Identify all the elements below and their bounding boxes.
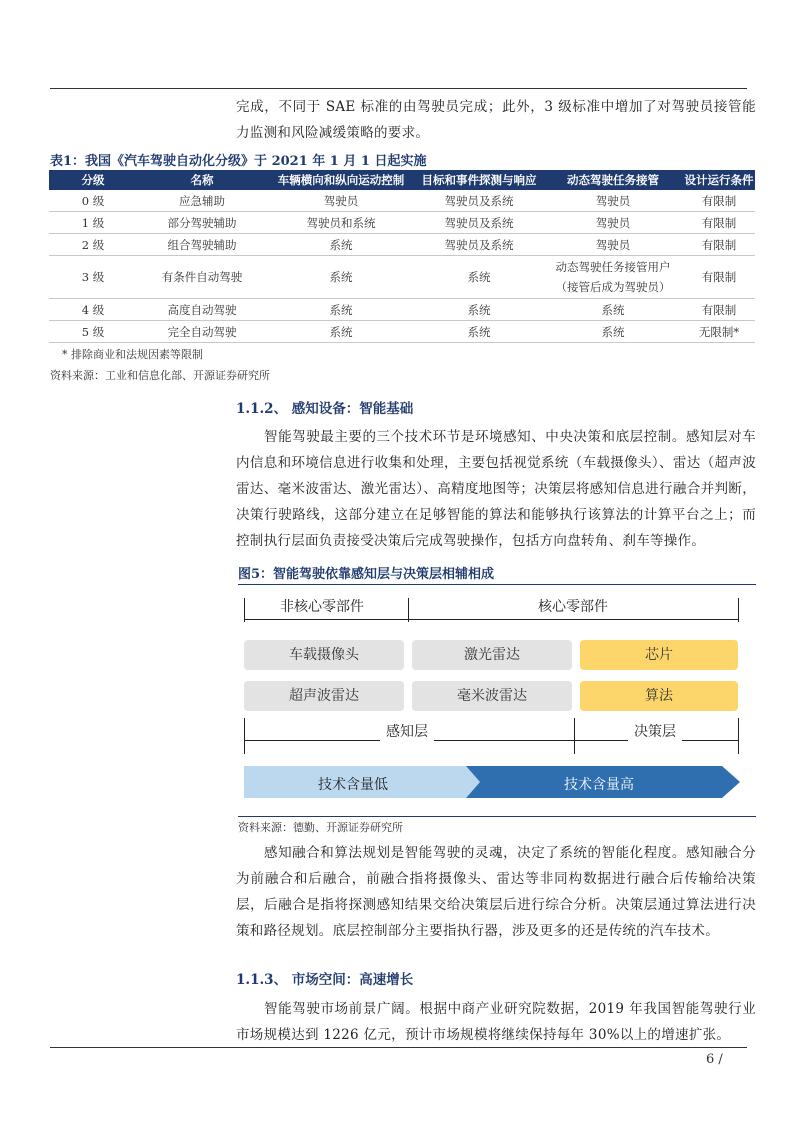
table-row	[49, 212, 755, 234]
cell: 驾驶员	[267, 190, 415, 212]
cell: 驾驶员	[543, 212, 683, 234]
grading-table	[49, 170, 755, 343]
cell: 系统	[415, 321, 543, 343]
table-footnote: * 排除商业和法规因素等限制	[62, 348, 203, 361]
table-row	[49, 190, 755, 212]
algorithm-box: 算法	[580, 681, 738, 711]
cell: 完全自动驾驶	[137, 321, 267, 343]
lidar-box: 激光雷达	[412, 640, 572, 670]
footer-rule	[50, 1047, 747, 1048]
header-rule	[50, 88, 747, 89]
cell: 系统	[543, 321, 683, 343]
cell: 驾驶员及系统	[415, 190, 543, 212]
chip-box: 芯片	[580, 640, 738, 670]
bracket-line	[244, 619, 738, 620]
col-header: 分级	[49, 170, 137, 190]
table-row	[49, 256, 755, 299]
cell: 应急辅助	[137, 190, 267, 212]
col-header: 车辆横向和纵向运动控制	[267, 170, 415, 190]
cell: 0 级	[49, 190, 137, 212]
figure-diagram	[238, 590, 748, 800]
arrow-high-label: 技术含量高	[564, 777, 634, 793]
cell: 有限制	[683, 256, 755, 299]
cell: 高度自动驾驶	[137, 299, 267, 321]
bracket-tick	[574, 718, 575, 754]
cell: 有限制	[683, 234, 755, 256]
table-header-row	[49, 170, 755, 190]
cell: 系统	[267, 299, 415, 321]
decision-layer-label: 决策层	[628, 721, 682, 741]
cell: 驾驶员及系统	[415, 212, 543, 234]
table-row	[49, 234, 755, 256]
col-header: 名称	[137, 170, 267, 190]
table-row	[49, 321, 755, 343]
cell: 5 级	[49, 321, 137, 343]
section-112-paragraph	[236, 424, 756, 554]
section-heading-113: 1.1.3、 市场空间：高速增长	[236, 972, 414, 988]
perception-layer-label: 感知层	[380, 721, 434, 741]
table-caption: 表1：我国《汽车驾驶自动化分级》于 2021 年 1 月 1 日起实施	[50, 154, 427, 169]
cell: 动态驾驶任务接管用户 （接管后成为驾驶员）	[543, 256, 683, 299]
cell: 组合驾驶辅助	[137, 234, 267, 256]
col-header: 动态驾驶任务接管	[543, 170, 683, 190]
figure-source: 资料来源：德勤、开源证券研究所	[238, 816, 756, 835]
table-source: 资料来源：工业和信息化部、开源证券研究所	[50, 369, 270, 382]
section-heading-112: 1.1.2、 感知设备：智能基础	[236, 401, 414, 417]
cell: 1 级	[49, 212, 137, 234]
ultrasonic-box: 超声波雷达	[244, 681, 404, 711]
cell: 无限制*	[683, 321, 755, 343]
page-number: 6 /	[706, 1052, 723, 1067]
cell: 4 级	[49, 299, 137, 321]
cell: 系统	[267, 321, 415, 343]
cell: 驾驶员	[543, 190, 683, 212]
col-header: 目标和事件探测与响应	[415, 170, 543, 190]
cell: 2 级	[49, 234, 137, 256]
cell: 系统	[415, 256, 543, 299]
cell: 系统	[267, 234, 415, 256]
cell: 系统	[543, 299, 683, 321]
fusion-text: 感知融合和算法规划是智能驾驶的灵魂，决定了系统的智能化程度。感知融合分为前融合和后融合，前融合指将摄像头、雷达等非同构数据进行融合后传输给决策层，后融合是指将探测感知结果交给决策层后进行综合分析。决策层通过算法进行决策和路径规划。底层控制部分主要指执行器，涉及更多的还是传统的汽车技术。	[236, 845, 756, 939]
cell: 驾驶员	[543, 234, 683, 256]
non-core-label: 非核心零部件	[274, 596, 370, 616]
section-113-text: 智能驾驶市场前景广阔。根据中商产业研究院数据，2019 年我国智能驾驶行业市场规模达到 1226 亿元，预计市场规模将继续保持每年 30%以上的增速扩张。	[236, 1001, 756, 1043]
arrow-low-label: 技术含量低	[318, 777, 388, 793]
cell: 有限制	[683, 212, 755, 234]
camera-box: 车载摄像头	[244, 640, 404, 670]
cell: 有限制	[683, 190, 755, 212]
cell: 驾驶员和系统	[267, 212, 415, 234]
intro-text: 完成，不同于 SAE 标准的由驾驶员完成；此外，3 级标准中增加了对驾驶员接管能力监测和风险减缓策略的要求。	[236, 99, 756, 141]
fusion-paragraph	[236, 840, 756, 944]
cell: 有限制	[683, 299, 755, 321]
cell: 有条件自动驾驶	[137, 256, 267, 299]
bracket-tick	[738, 598, 739, 622]
cell: 部分驾驶辅助	[137, 212, 267, 234]
core-label: 核心零部件	[532, 596, 614, 616]
section-112-text: 智能驾驶最主要的三个技术环节是环境感知、中央决策和底层控制。感知层对车内信息和环境信息进行收集和处理，主要包括视觉系统（车载摄像头）、雷达（超声波雷达、毫米波雷达、激光雷达）、高精度地图等；决策层将感知信息进行融合并判断，决策行驶路线，这部分建立在足够智能的算法和能够执行该算法的计算平台之上；而控制执行层面负责接受决策后完成驾驶操作，包括方向盘转角、刹车等操作。	[236, 429, 756, 549]
table-row	[49, 299, 755, 321]
tech-level-arrow	[238, 764, 748, 800]
intro-paragraph	[236, 94, 756, 146]
section-113-paragraph	[236, 996, 756, 1048]
bracket-tick	[738, 718, 739, 754]
cell: 驾驶员及系统	[415, 234, 543, 256]
mmwave-box: 毫米波雷达	[412, 681, 572, 711]
cell: 系统	[415, 299, 543, 321]
figure-caption: 图5：智能驾驶依靠感知层与决策层相辅相成	[238, 563, 756, 585]
cell: 系统	[267, 256, 415, 299]
bracket-tick	[244, 718, 245, 754]
cell: 3 级	[49, 256, 137, 299]
col-header: 设计运行条件	[683, 170, 755, 190]
